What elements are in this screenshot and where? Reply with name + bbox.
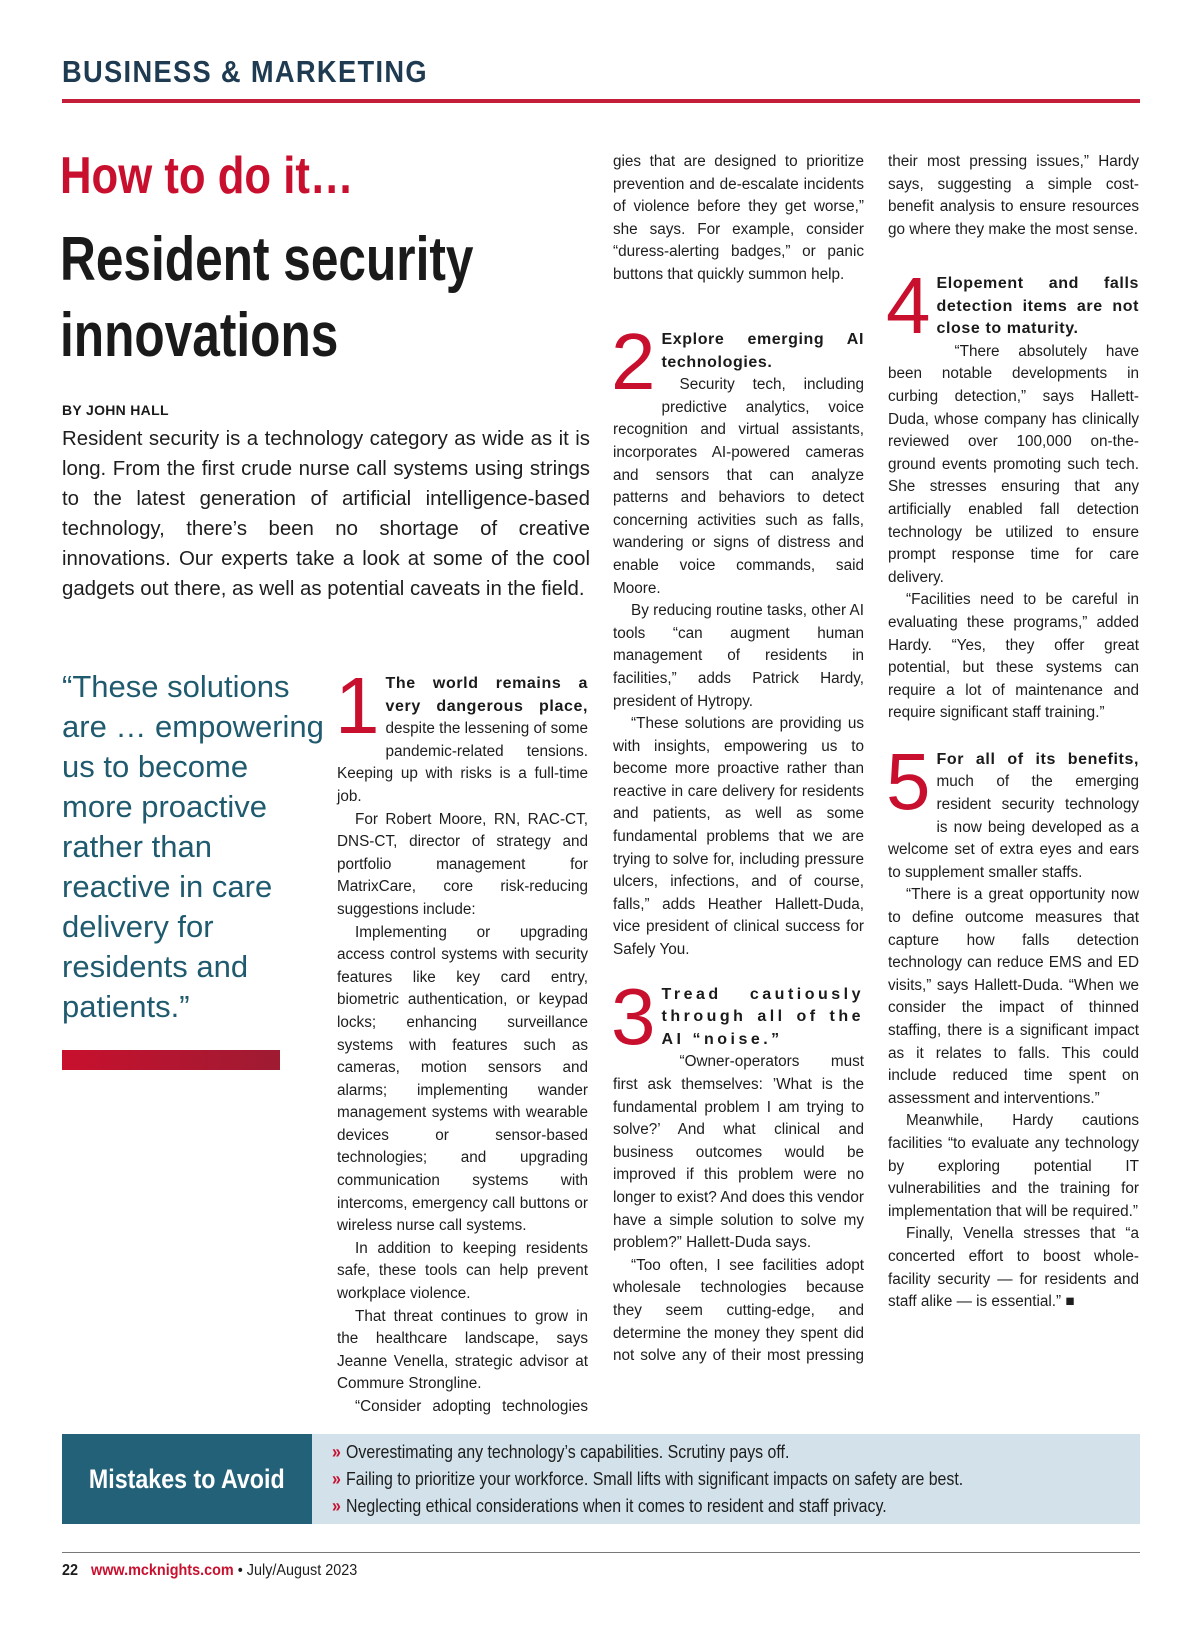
body-paragraph: For Robert Moore, RN, RAC-CT, DNS-CT, director of strategy and portfolio management for MatrixCare, core risk-reducing suggestions include: — [337, 810, 588, 918]
site-url[interactable]: www.mcknights.com — [91, 1562, 234, 1579]
mistake-text: Overestimating any technology’s capabilities. Scrutiny pays off. — [346, 1441, 790, 1462]
chevron-bullet-icon: » — [332, 1495, 341, 1516]
issue-date: July/August 2023 — [246, 1562, 358, 1579]
item-3 — [611, 971, 864, 1368]
pull-quote: “These solutions are … empowering us to become more proactive rather than reactive in care delivery for residents and patients.” — [62, 669, 324, 1024]
chevron-bullet-icon: » — [332, 1441, 341, 1462]
item-lead: Tread cautiously through all of the AI “noise.” — [661, 985, 864, 1048]
top-rule — [62, 99, 1140, 103]
body-paragraph: Meanwhile, Hardy cautions facilities “to evaluate any technology by exploring potential IT vulnerabilities and the training for implementation that will be required.” — [888, 1112, 1139, 1220]
body-paragraph: “Owner-operators must first ask themselves: ’What is the fundamental problem I am trying to solve?’ And what clinical and business outcomes would be improved if this problem were no longer to exist? And does this vendor have a simple solution to solve my problem?” Hallett-Duda says. — [613, 1053, 864, 1252]
footer — [62, 1562, 357, 1580]
body-paragraph: “There is a great opportunity now to define outcome measures that capture how falls detection technology can reduce EMS and ED visits,” says Hallett-Duda. “When we consider the impact of thinned staffing, there is a significant impact as it relates to falls. This could include reduced time spent on assessment and interventions.” — [888, 886, 1139, 1107]
body-paragraph: By reducing routine tasks, other AI tools “can augment human management of residents in facilities,” adds Patrick Hardy, president of Hytropy. — [613, 602, 864, 710]
item-5 — [886, 736, 1139, 1314]
item-2 — [611, 317, 864, 962]
body-paragraph: “There absolutely have been notable developments in curbing detection,” says Hallett-Duda, whose company has clinically reviewed over 100,000 on-the-ground events promoting such tech. She stresses ensuring that any artificially enabled fall detection technology be utilized to ensure prompt response time for care delivery. — [888, 342, 1139, 586]
mistakes-title-panel — [62, 1434, 312, 1524]
mistake-item — [332, 1438, 963, 1465]
body-paragraph: “Consider adopting technologies — [355, 1398, 588, 1415]
headline: Resident security innovations — [60, 225, 474, 370]
mistakes-to-avoid-box — [62, 1434, 1140, 1524]
body-paragraph: Implementing or upgrading access control systems with security features like key card entry, biometric authentication, or keypad locks; enhancing surveillance systems with features such as cameras, motion sensors and alarms; implementing wander management systems with wearable devices or sensor-based technologies; and upgrading communication systems with intercoms, emergency call buttons or wireless nurse call systems. — [337, 923, 588, 1235]
intro-paragraph: Resident security is a technology category as wide as it is long. From the first crude nurse call systems using strings to the latest generation of artificial intelligence-based technology, there’s been no shortage of creative innovations. Our experts take a look at some of the cool gadgets out there, as well as potential caveats in the field. — [62, 428, 590, 600]
footer-separator: • — [237, 1562, 243, 1579]
item-number: 5 — [886, 736, 931, 826]
body-paragraph: Security tech, including predictive analytics, voice recognition and virtual assistants, incorporates AI-powered cameras and sensors that can analyze patterns and behaviors to detect concerning activities such as falls, wandering or signs of distress and enable voice commands, said Moore. — [613, 376, 864, 597]
item-number: 3 — [611, 971, 656, 1061]
item-lead: Explore emerging AI technologies. — [661, 331, 864, 371]
article-column-3 — [888, 151, 1139, 1314]
page-number: 22 — [62, 1562, 79, 1579]
item-lead-rest: much of the emerging resident security technology is now being developed as a welcome set of extra eyes and ears to supplement smaller staffs. — [888, 773, 1139, 881]
item-number: 4 — [886, 261, 931, 350]
body-paragraph: “Facilities need to be careful in evaluating these programs,” added Hardy. “Yes, they offer great potential, but these systems can require a lot of maintenance and require significant staff training.” — [888, 591, 1139, 722]
mistake-text: Neglecting ethical considerations when it comes to resident and staff privacy. — [346, 1495, 887, 1516]
mistake-item — [332, 1465, 963, 1492]
body-paragraph: “These solutions are providing us with insights, empowering us to become more proactive rather than reactive in care delivery for residents and patients, as well as some fundamental problems that we are trying to solve for, including pressure ulcers, infections, and of course, falls,” adds Heather Hallett-Duda, vice president of clinical success for Safely You. — [613, 715, 864, 959]
item-lead-rest: despite the lessening of some pandemic-related tensions. Keeping up with risks is a full-time job. — [337, 720, 588, 805]
body-paragraph: That threat continues to grow in the healthcare landscape, says Jeanne Venella, strategic advisor at Commure Strongline. — [337, 1307, 588, 1393]
item-lead: For all of its benefits, — [936, 750, 1139, 768]
item-number: 2 — [611, 317, 656, 406]
mistake-text: Failing to prioritize your workforce. Small lifts with significant impacts on safety are best. — [346, 1468, 964, 1489]
body-paragraph: “Too often, I see facilities adopt wholesale technologies because they seem cutting-edge, and determine the money they spent did not solve any of their most pressing — [613, 1256, 864, 1365]
continued-text: their most pressing issues,” Hardy says, suggesting a simple cost-benefit analysis to ensure resources go where they make the most sense. — [888, 153, 1139, 238]
pull-quote-bar — [62, 1050, 280, 1070]
article-column-1 — [335, 661, 588, 1419]
byline: BY JOHN HALL — [62, 402, 169, 418]
body-paragraph-continued — [613, 151, 864, 309]
chevron-bullet-icon: » — [332, 1468, 341, 1489]
item-1 — [335, 661, 588, 1419]
section-label: BUSINESS & MARKETING — [62, 54, 428, 89]
body-paragraph-continued — [888, 151, 1139, 241]
continued-text: gies that are designed to prioritize prevention and de-escalate incidents of violence before they get worse,” she says. For example, consider “duress-alerting badges,” or panic buttons that quickly summon help. — [613, 153, 864, 283]
footer-rule — [62, 1552, 1140, 1553]
body-paragraph: Finally, Venella stresses that “a concerted effort to boost whole-facility security — for residents and staff alike — is essential.” ■ — [888, 1225, 1139, 1311]
article-column-2 — [613, 151, 864, 1368]
item-number: 1 — [335, 661, 380, 750]
item-lead: Elopement and falls detection items are not close to maturity. — [936, 275, 1139, 338]
mistake-item — [332, 1492, 963, 1519]
mistakes-title: Mistakes to Avoid — [89, 1463, 285, 1494]
item-lead: The world remains a very dangerous place, — [385, 675, 588, 715]
kicker: How to do it… — [60, 147, 354, 205]
item-4 — [886, 261, 1139, 725]
body-paragraph: In addition to keeping residents safe, these tools can help prevent workplace violence. — [337, 1239, 588, 1303]
mistakes-list — [332, 1438, 1066, 1519]
